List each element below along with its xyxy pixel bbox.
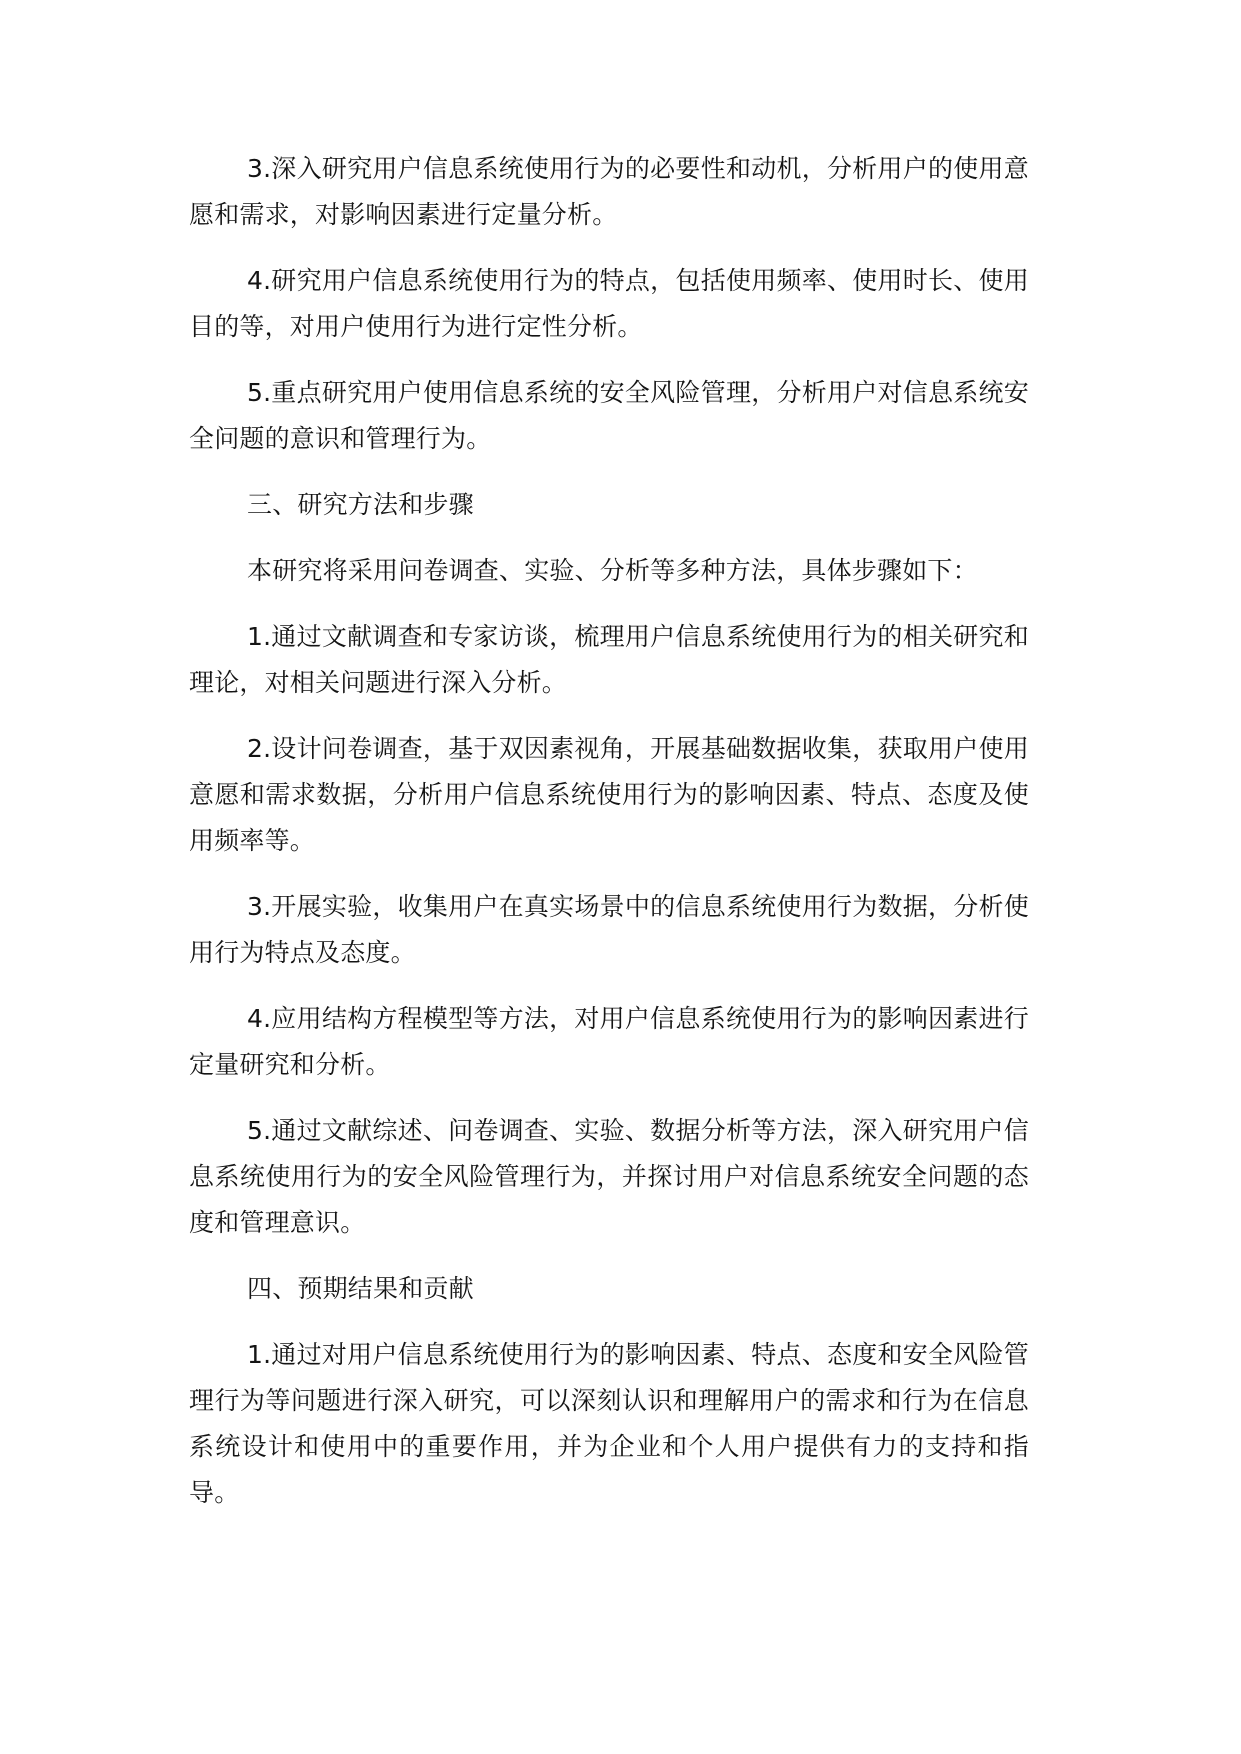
section-heading-methods: 三、研究方法和步骤 <box>247 490 474 519</box>
paragraph-step-3: 3.开展实验，收集用户在真实场景中的信息系统使用行为数据，分析使用行为特点及态度。 <box>189 892 1029 967</box>
paragraph-step-2: 2.设计问卷调查，基于双因素视角，开展基础数据收集，获取用户使用意愿和需求数据，分析用户信息系统使用行为的影响因素、特点、态度及使用频率等。 <box>189 734 1029 855</box>
paragraph-result-1: 1.通过对用户信息系统使用行为的影响因素、特点、态度和安全风险管理行为等问题进行深入研究，可以深刻认识和理解用户的需求和行为在信息系统设计和使用中的重要作用，并为企业和个人用户提供有力的支持和指导。 <box>189 1340 1029 1507</box>
paragraph-step-5: 5.通过文献综述、问卷调查、实验、数据分析等方法，深入研究用户信息系统使用行为的安全风险管理行为，并探讨用户对信息系统安全问题的态度和管理意识。 <box>189 1116 1029 1237</box>
paragraph-methods-intro: 本研究将采用问卷调查、实验、分析等多种方法，具体步骤如下： <box>247 556 978 585</box>
paragraph-step-1: 1.通过文献调查和专家访谈，梳理用户信息系统使用行为的相关研究和理论，对相关问题进行深入分析。 <box>189 622 1029 697</box>
paragraph-goal-4: 4.研究用户信息系统使用行为的特点，包括使用频率、使用时长、使用目的等，对用户使用行为进行定性分析。 <box>189 266 1029 341</box>
paragraph-step-4: 4.应用结构方程模型等方法，对用户信息系统使用行为的影响因素进行定量研究和分析。 <box>189 1004 1029 1079</box>
paragraph-goal-3: 3.深入研究用户信息系统使用行为的必要性和动机，分析用户的使用意愿和需求，对影响因素进行定量分析。 <box>189 154 1029 229</box>
section-heading-results: 四、预期结果和贡献 <box>247 1274 474 1303</box>
document-page <box>189 146 1029 1536</box>
paragraph-goal-5: 5.重点研究用户使用信息系统的安全风险管理，分析用户对信息系统安全问题的意识和管理行为。 <box>189 378 1029 453</box>
